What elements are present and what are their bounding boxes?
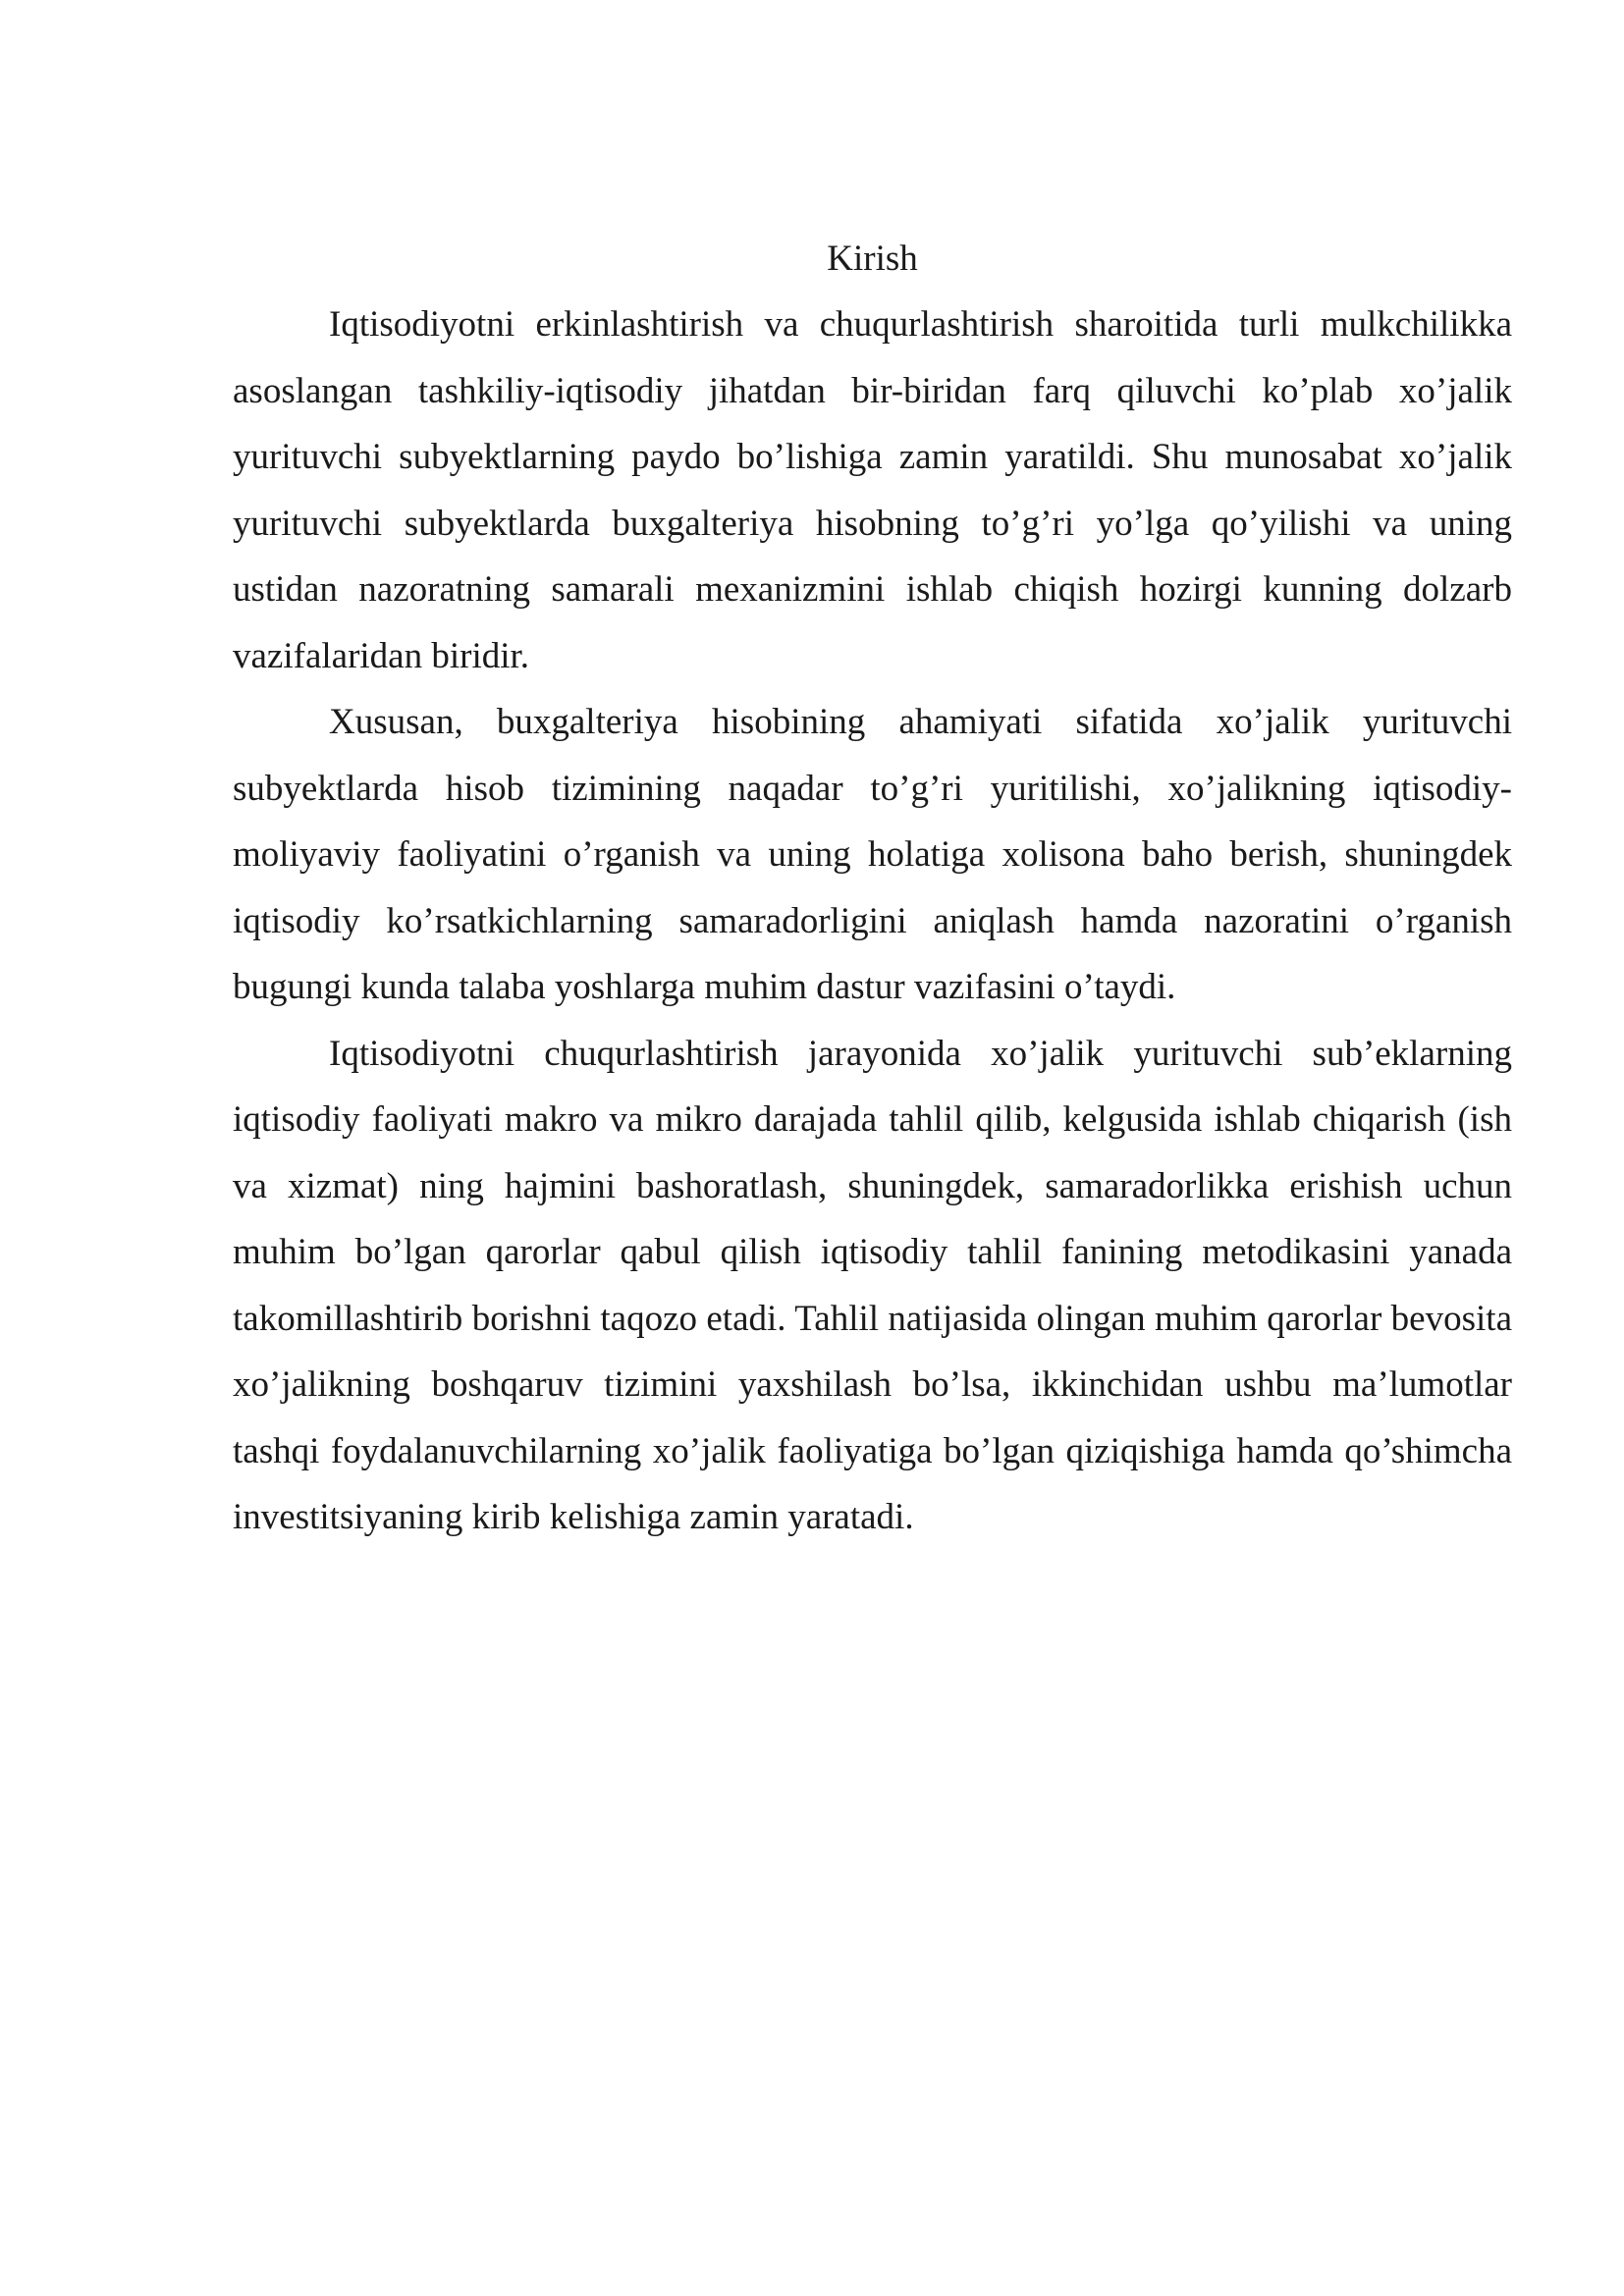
paragraph-3: Iqtisodiyotni chuqurlashtirish jarayonida xo’jalik yurituvchi sub’eklarning iqtisodiy faoliyati makro va mikro darajada tahlil qilib, kelgusida ishlab chiqarish (ish va xizmat) ning hajmini bashoratlash, shuningdek, samaradorlikka erishish uchun muhim bo’lgan qarorlar qabul qilish iqtisodiy tahlil fanining metodikasini yanada takomillashtirib borishni taqozo etadi. Tahlil natijasida olingan muhim qarorlar bevosita xo’jalikning boshqaruv tizimini yaxshilash bo’lsa, ikkinchidan ushbu ma’lumotlar tashqi foydalanuvchilarning xo’jalik faoliyatiga bo’lgan qiziqishiga hamda qo’shimcha investitsiyaning kirib kelishiga zamin yaratadi. [233,1033,1512,1537]
paragraph-2: Xususan, buxgalteriya hisobining ahamiyati sifatida xo’jalik yurituvchi subyektlarda hisob tizimining naqadar to’g’ri yuritilishi, xo’jalikning iqtisodiy-moliyaviy faoliyatini o’rganish va uning holatiga xolisona baho berish, shuningdek iqtisodiy ko’rsatkichlarning samaradorligini aniqlash hamda nazoratini o’rganish bugungi kunda talaba yoshlarga muhim dastur vazifasini o’taydi. [233,702,1512,1007]
document-title: Kirish [827,239,918,279]
paragraph-1: Iqtisodiyotni erkinlashtirish va chuqurlashtirish sharoitida turli mulkchilikka asoslangan tashkiliy-iqtisodiy jihatdan bir-biridan farq qiluvchi ko’plab xo’jalik yurituvchi subyektlarning paydo bo’lishiga zamin yaratildi. Shu munosabat xo’jalik yurituvchi subyektlarda buxgalteriya hisobning to’g’ri yo’lga qo’yilishi va uning ustidan nazoratning samarali mexanizmini ishlab chiqish hozirgi kunning dolzarb vazifalaridan biridir. [233,304,1512,676]
document-body [233,226,1512,1551]
